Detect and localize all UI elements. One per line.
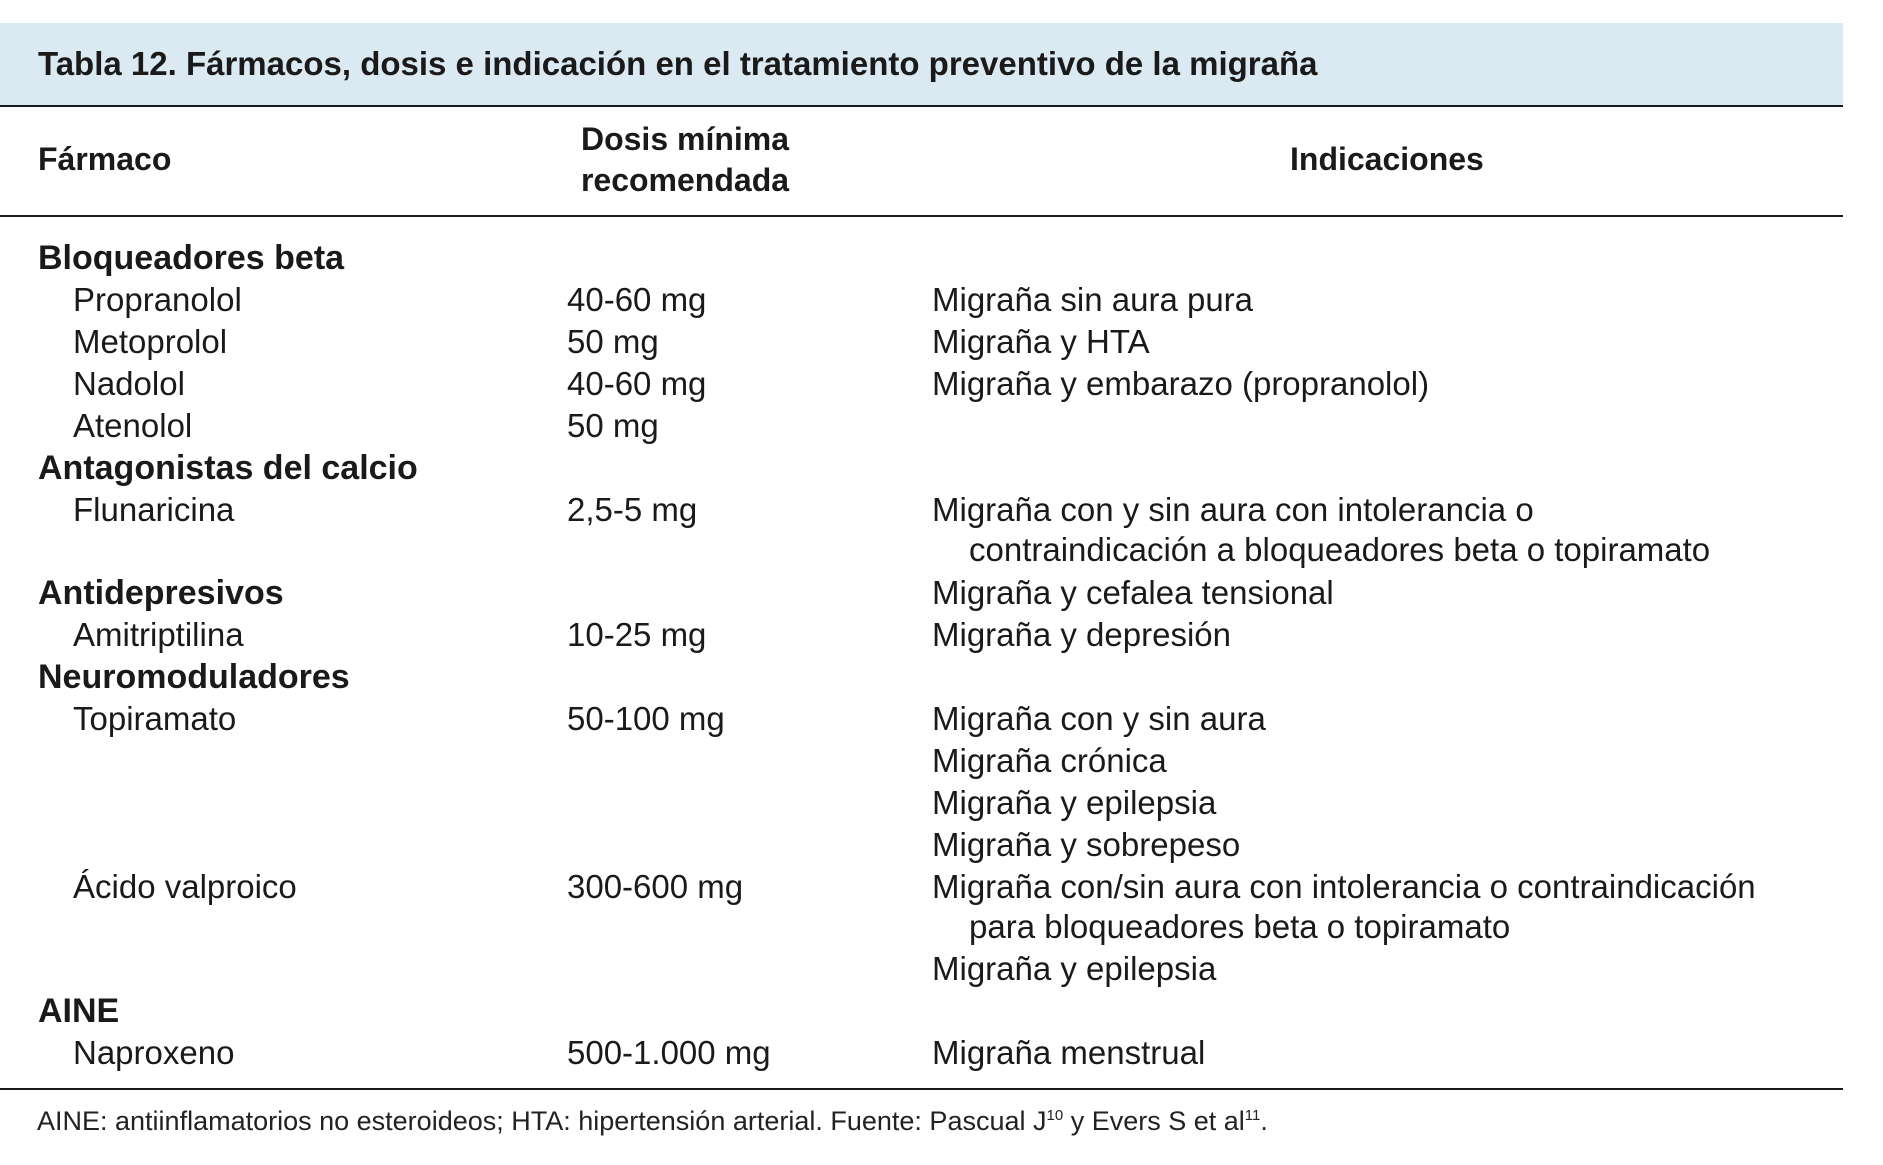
dose-topiramato: 50-100 mg <box>567 700 725 737</box>
indication-flunaricina <box>932 490 1710 570</box>
footnote-ref-1: 10 <box>1046 1107 1064 1124</box>
dose-nadolol: 40-60 mg <box>567 365 707 402</box>
group-aine: AINE <box>38 992 120 1030</box>
header-dosis-line1: Dosis mínima <box>580 121 790 157</box>
group-neuromoduladores: Neuromoduladores <box>38 658 350 696</box>
table-header <box>0 107 1843 217</box>
indication-topi-3: Migraña y epilepsia <box>932 784 1217 821</box>
drug-flunaricina: Flunaricina <box>73 491 235 528</box>
indication-antidep-2: Migraña y depresión <box>932 616 1231 653</box>
footnote-text-2: y Evers S et al <box>1063 1106 1245 1136</box>
drug-naproxeno: Naproxeno <box>73 1034 235 1071</box>
drug-propranolol: Propranolol <box>73 281 242 318</box>
indication-fluna-2: contraindicación a bloqueadores beta o topiramato <box>969 531 1711 568</box>
dose-amitriptilina: 10-25 mg <box>567 616 707 653</box>
table-body <box>0 217 1843 1090</box>
indication-beta-2: Migraña y HTA <box>932 323 1150 360</box>
table-footnote <box>37 1106 1268 1137</box>
indication-antidep-1: Migraña y cefalea tensional <box>932 574 1334 611</box>
indication-valp-1: Migraña con/sin aura con intolerancia o contraindicación <box>932 868 1756 905</box>
indication-valp-3: Migraña y epilepsia <box>932 950 1217 987</box>
drug-amitriptilina: Amitriptilina <box>73 616 244 653</box>
drug-metoprolol: Metoprolol <box>73 323 228 360</box>
dose-metoprolol: 50 mg <box>567 323 659 360</box>
indication-topi-4: Migraña y sobrepeso <box>932 826 1241 863</box>
drug-topiramato: Topiramato <box>73 700 237 737</box>
drug-nadolol: Nadolol <box>73 365 185 402</box>
indication-valp-2: para bloqueadores beta o topiramato <box>969 908 1511 945</box>
drug-table <box>0 23 1843 1090</box>
drug-acido-valproico: Ácido valproico <box>73 868 297 905</box>
indication-fluna-1: Migraña con y sin aura con intolerancia o <box>932 491 1534 528</box>
dose-naproxeno: 500-1.000 mg <box>567 1034 771 1071</box>
group-bloqueadores-beta: Bloqueadores beta <box>38 239 345 277</box>
header-dosis-line2: recomendada <box>580 162 790 198</box>
indication-naprox-1: Migraña menstrual <box>932 1034 1206 1071</box>
dose-flunaricina: 2,5-5 mg <box>567 491 698 528</box>
footnote-ref-2: 11 <box>1244 1107 1261 1124</box>
dose-propranolol: 40-60 mg <box>567 281 707 318</box>
group-antidepresivos: Antidepresivos <box>38 574 284 612</box>
indication-valproico <box>932 867 1756 947</box>
indication-beta-1: Migraña sin aura pura <box>932 281 1254 318</box>
indication-topi-1: Migraña con y sin aura <box>932 700 1266 737</box>
indication-topi-2: Migraña crónica <box>932 742 1167 779</box>
table-caption: Tabla 12. Fármacos, dosis e indicación en el tratamiento preventivo de la migraña <box>0 23 1843 107</box>
group-antagonistas-calcio: Antagonistas del calcio <box>38 449 418 487</box>
header-indicaciones: Indicaciones <box>1290 141 1484 177</box>
indication-beta-3: Migraña y embarazo (propranolol) <box>932 365 1430 402</box>
dose-atenolol: 50 mg <box>567 407 659 444</box>
dose-acido-valproico: 300-600 mg <box>567 868 744 905</box>
footnote-text-3: . <box>1260 1106 1268 1136</box>
footnote-text-1: AINE: antiinflamatorios no esteroideos; HTA: hipertensión arterial. Fuente: Pascual J <box>37 1106 1047 1136</box>
header-farmaco: Fármaco <box>38 141 172 177</box>
header-dosis <box>540 119 830 201</box>
drug-atenolol: Atenolol <box>73 407 193 444</box>
